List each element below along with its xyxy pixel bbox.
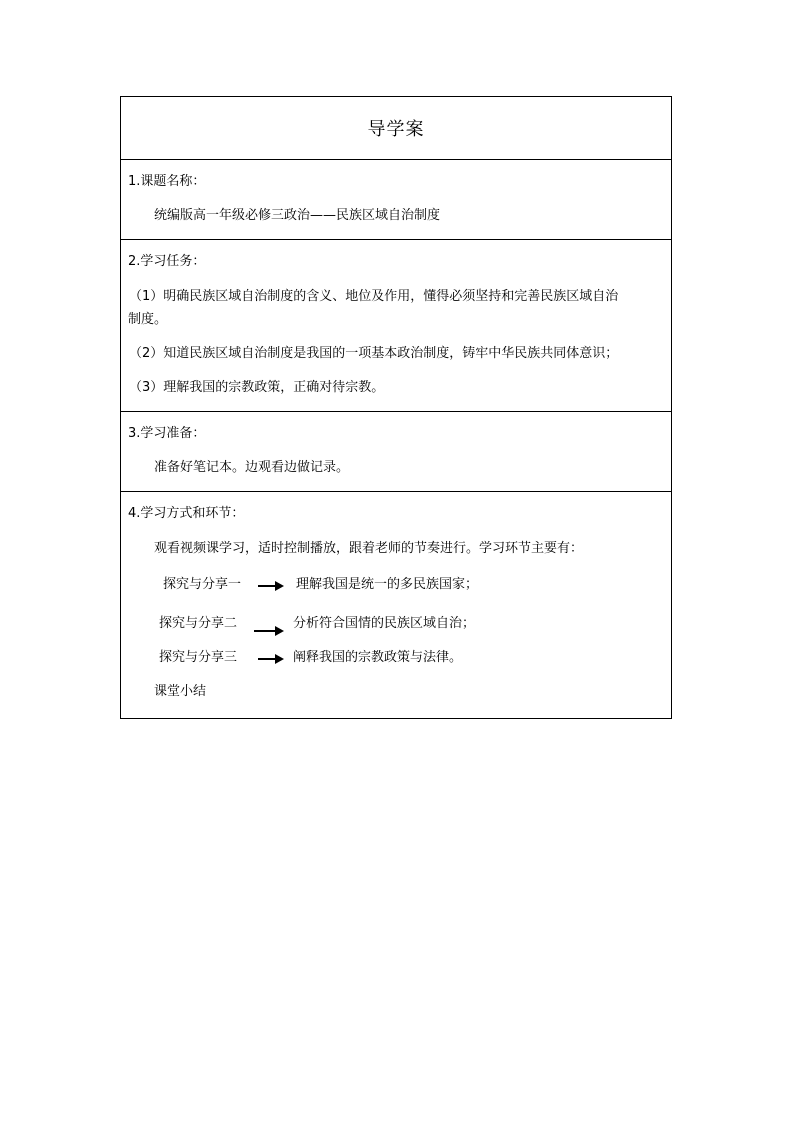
page-title: 导学案 xyxy=(367,119,425,140)
study-guide-table xyxy=(120,96,672,719)
topic-name: 统编版高一年级必修三政治——民族区域自治制度 xyxy=(154,208,441,223)
right-arrow-icon xyxy=(258,653,284,665)
flow-step-label: 探究与分享三 xyxy=(159,650,238,665)
section-preparation xyxy=(121,412,671,492)
flow-step-label: 探究与分享二 xyxy=(159,616,238,631)
section-heading: 3.学习准备： xyxy=(128,426,206,441)
title-row xyxy=(121,97,671,160)
section-topic xyxy=(121,160,671,240)
task-item: （1）明确民族区域自治制度的含义、地位及作用，懂得必须坚持和完善民族区域自治 xyxy=(129,289,619,304)
flow-step-desc: 分析符合国情的民族区域自治； xyxy=(293,616,476,631)
section-heading: 4.学习方式和环节： xyxy=(128,506,245,521)
section-tasks xyxy=(121,240,671,412)
section-heading: 1.课题名称： xyxy=(128,174,206,189)
flow-step-desc: 阐释我国的宗教政策与法律。 xyxy=(293,650,463,665)
section-method xyxy=(121,492,671,718)
task-item: （3）理解我国的宗教政策，正确对待宗教。 xyxy=(129,380,385,395)
flow-step-label: 探究与分享一 xyxy=(163,577,242,592)
task-item: （2）知道民族区域自治制度是我国的一项基本政治制度，铸牢中华民族共同体意识； xyxy=(129,346,619,361)
flow-step-desc: 理解我国是统一的多民族国家； xyxy=(296,577,479,592)
class-summary: 课堂小结 xyxy=(154,684,207,699)
method-text: 观看视频课学习，适时控制播放，跟着老师的节奏进行。学习环节主要有： xyxy=(154,541,584,556)
section-heading: 2.学习任务： xyxy=(128,254,206,269)
preparation-text: 准备好笔记本。边观看边做记录。 xyxy=(154,460,350,475)
task-item-continuation: 制度。 xyxy=(128,312,168,327)
right-arrow-icon xyxy=(258,580,284,592)
right-arrow-icon xyxy=(254,625,284,637)
